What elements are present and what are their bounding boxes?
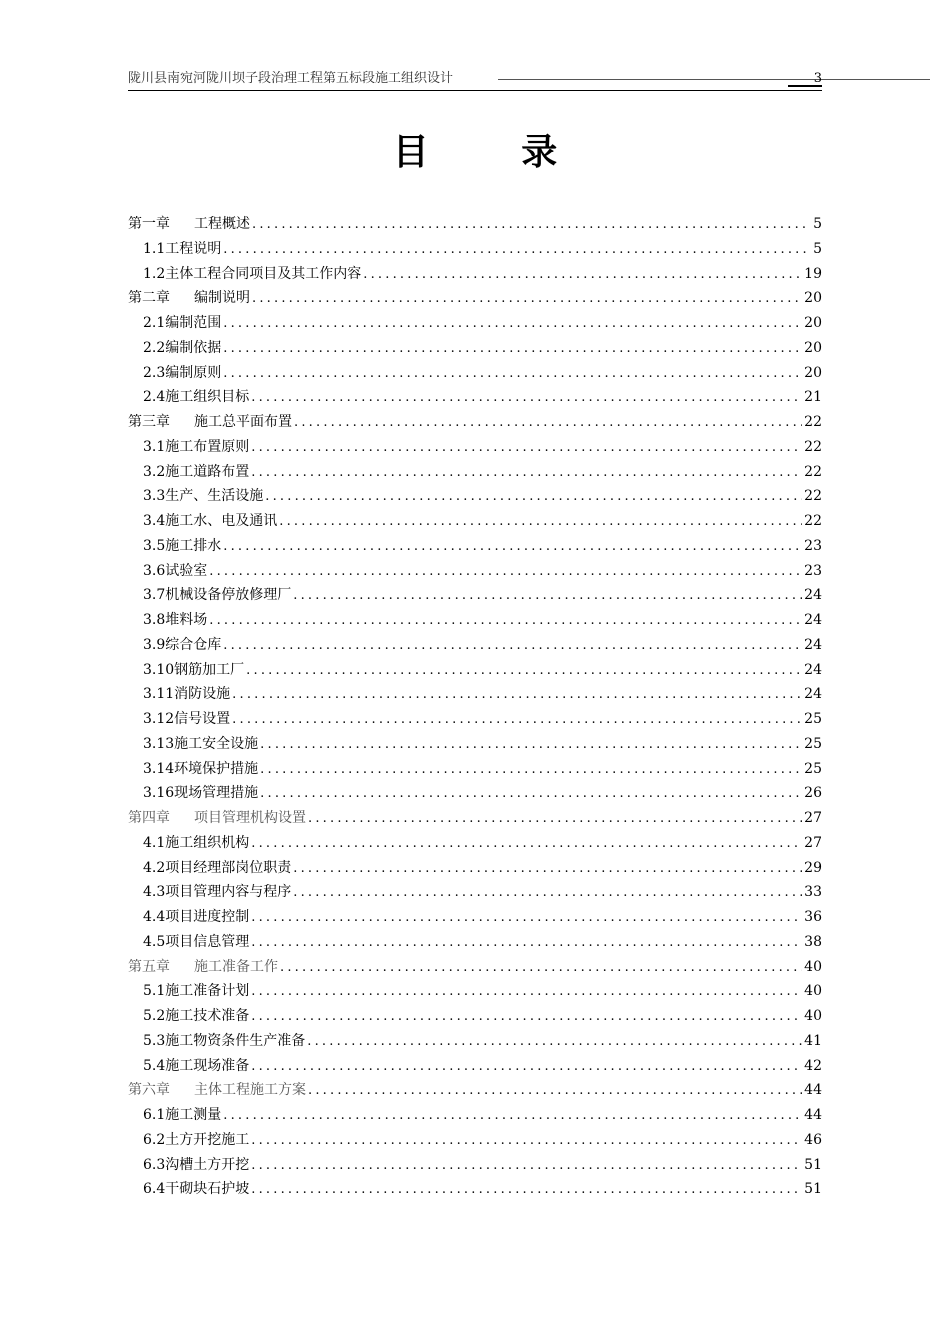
toc-entry-text: 施工准备计划	[165, 983, 250, 1000]
toc-entry-label	[143, 559, 207, 584]
toc-dot-leader	[223, 362, 802, 387]
toc-entry-number: 5.1	[143, 983, 166, 1000]
toc-page-number: 22	[804, 414, 822, 430]
toc-entry-label	[143, 1029, 305, 1054]
toc-entry-text: 编制说明	[194, 290, 250, 307]
toc-entry-label	[128, 806, 306, 831]
toc-entry-label	[143, 435, 249, 460]
toc-entry-text: 现场管理措施	[174, 785, 259, 802]
toc-dot-leader	[363, 263, 802, 288]
toc-entry-label	[143, 237, 221, 262]
toc-section-entry[interactable]	[128, 757, 822, 782]
toc-entry-number: 3.12	[143, 711, 175, 727]
toc-entry-number: 第五章	[128, 958, 170, 975]
toc-entry-label	[128, 955, 278, 980]
toc-section-entry[interactable]	[128, 484, 822, 509]
toc-chapter-entry[interactable]	[128, 806, 822, 831]
toc-entry-text: 施工道路布置	[165, 463, 250, 480]
toc-entry-number: 第六章	[128, 1082, 170, 1099]
toc-entry-label	[143, 905, 249, 930]
toc-entry-number: 3.5	[143, 537, 166, 554]
toc-dot-leader	[279, 510, 802, 535]
toc-section-entry[interactable]	[128, 559, 822, 584]
toc-section-entry[interactable]	[128, 262, 822, 287]
toc-entry-number: 2.1	[143, 315, 166, 331]
toc-entry-number: 3.11	[143, 686, 175, 703]
toc-dot-leader	[251, 1005, 802, 1030]
toc-dot-leader	[308, 1079, 802, 1104]
toc-entry-label	[143, 1153, 249, 1178]
toc-page-number: 27	[804, 810, 822, 826]
toc-entry-label	[143, 633, 221, 658]
toc-page-number: 24	[804, 612, 822, 628]
toc-dot-leader	[232, 708, 802, 733]
toc-entry-text: 施工现场准备	[165, 1057, 250, 1074]
toc-page-number: 20	[804, 339, 822, 356]
toc-entry-label	[143, 1128, 249, 1153]
toc-dot-leader	[265, 485, 802, 510]
toc-entry-label	[143, 707, 230, 732]
toc-dot-leader	[223, 312, 802, 337]
toc-entry-label	[143, 880, 291, 905]
page-title: 目 录	[392, 131, 598, 173]
toc-section-entry[interactable]	[128, 509, 822, 534]
header-dash-rule	[498, 79, 930, 80]
toc-entry-text: 项目进度控制	[165, 909, 250, 925]
toc-entry-number: 6.4	[143, 1181, 166, 1198]
toc-page-number: 24	[804, 661, 822, 678]
toc-dot-leader	[246, 659, 802, 684]
toc-dot-leader	[307, 1030, 802, 1055]
toc-dot-leader	[251, 906, 802, 931]
toc-section-entry[interactable]	[128, 979, 822, 1004]
toc-section-entry[interactable]	[128, 1054, 822, 1079]
toc-entry-number: 3.1	[143, 438, 166, 455]
toc-entry-number: 3.3	[143, 488, 166, 505]
toc-chapter-entry[interactable]	[128, 1078, 822, 1103]
toc-page-number: 42	[804, 1057, 822, 1074]
toc-dot-leader	[223, 634, 802, 659]
toc-section-entry[interactable]	[128, 361, 822, 386]
toc-entry-label	[143, 608, 207, 633]
toc-entry-text: 主体工程合同项目及其工作内容	[165, 265, 362, 282]
toc-dot-leader	[251, 386, 802, 411]
toc-dot-leader	[260, 782, 802, 807]
toc-page-number: 20	[804, 364, 822, 381]
toc-section-entry[interactable]	[128, 1004, 822, 1029]
toc-section-entry[interactable]	[128, 385, 822, 410]
toc-page-number: 22	[804, 438, 822, 455]
running-header	[128, 70, 822, 91]
toc-entry-label	[128, 212, 250, 237]
toc-dot-leader	[251, 832, 802, 857]
toc-entry-text: 施工准备工作	[194, 958, 278, 975]
toc-page-number: 40	[804, 983, 822, 1000]
toc-entry-text: 信号设置	[174, 711, 231, 727]
toc-dot-leader	[251, 1154, 802, 1179]
toc-dot-leader	[293, 584, 802, 609]
toc-page-number: 24	[804, 686, 822, 703]
toc-page-number: 51	[804, 1181, 822, 1198]
toc-entry-label	[143, 757, 258, 782]
toc-dot-leader	[232, 683, 802, 708]
toc-entry-text: 综合仓库	[165, 636, 222, 653]
toc-entry-label	[143, 1054, 249, 1079]
toc-entry-number: 3.9	[143, 636, 166, 653]
toc-chapter-entry[interactable]	[128, 212, 822, 237]
toc-entry-text: 施工组织目标	[165, 389, 250, 406]
toc-entry-text: 工程概述	[194, 216, 250, 232]
toc-page-number: 40	[804, 1008, 822, 1024]
toc-entry-label	[143, 1103, 221, 1128]
toc-entry-label	[143, 930, 249, 955]
toc-page-number: 21	[804, 389, 822, 406]
header-page-number: 3	[813, 71, 822, 86]
toc-section-entry[interactable]	[128, 311, 822, 336]
toc-section-entry[interactable]	[128, 460, 822, 485]
toc-entry-label	[143, 509, 277, 534]
toc-section-entry[interactable]	[128, 831, 822, 856]
toc-entry-number: 3.6	[143, 562, 166, 579]
table-of-contents	[128, 212, 822, 1202]
toc-entry-number: 3.7	[143, 587, 166, 604]
toc-entry-text: 施工总平面布置	[194, 414, 292, 430]
toc-page-number: 24	[804, 636, 822, 653]
toc-page-number: 33	[804, 884, 822, 901]
toc-dot-leader	[223, 238, 806, 263]
toc-section-entry[interactable]	[128, 930, 822, 955]
toc-entry-text: 生产、生活设施	[165, 488, 264, 505]
toc-page-number: 23	[804, 562, 822, 579]
header-title: 陇川县南宛河陇川坝子段治理工程第五标段施工组织设计	[128, 71, 454, 86]
toc-entry-number: 第三章	[128, 414, 170, 430]
toc-section-entry[interactable]	[128, 682, 822, 707]
toc-page-number: 5	[813, 216, 822, 232]
toc-entry-text: 项目管理内容与程序	[165, 884, 292, 901]
toc-entry-text: 编制依据	[165, 339, 222, 356]
toc-entry-text: 施工布置原则	[165, 438, 250, 455]
toc-page-number: 44	[804, 1107, 822, 1123]
toc-entry-label	[128, 410, 292, 435]
toc-dot-leader	[293, 881, 802, 906]
toc-section-entry[interactable]	[128, 336, 822, 361]
toc-dot-leader	[209, 560, 802, 585]
toc-entry-text: 试验室	[165, 562, 208, 579]
toc-dot-leader	[251, 1055, 802, 1080]
toc-entry-text: 钢筋加工厂	[174, 661, 245, 678]
toc-page-number: 23	[804, 537, 822, 554]
toc-section-entry[interactable]	[128, 781, 822, 806]
toc-entry-text: 干砌块石护坡	[165, 1181, 250, 1198]
toc-entry-number: 第四章	[128, 810, 170, 826]
toc-entry-label	[143, 311, 221, 336]
toc-entry-number: 4.5	[143, 933, 166, 950]
toc-entry-number: 6.1	[143, 1107, 166, 1123]
toc-entry-text: 堆料场	[165, 612, 208, 628]
toc-page-number: 25	[804, 760, 822, 777]
toc-dot-leader	[260, 733, 802, 758]
toc-entry-text: 施工水、电及通讯	[165, 513, 278, 529]
toc-entry-number: 2.2	[143, 339, 166, 356]
toc-page-number: 38	[804, 933, 822, 950]
toc-page-number: 5	[813, 240, 822, 257]
toc-page-number: 20	[804, 315, 822, 331]
toc-entry-number: 2.3	[143, 364, 166, 381]
toc-dot-leader	[294, 411, 802, 436]
toc-section-entry[interactable]	[128, 732, 822, 757]
toc-entry-text: 项目经理部岗位职责	[165, 859, 292, 876]
toc-entry-text: 土方开挖施工	[165, 1131, 250, 1148]
toc-page-number: 44	[804, 1082, 822, 1099]
toc-page-number: 19	[804, 265, 822, 282]
toc-entry-text: 施工安全设施	[174, 735, 259, 752]
toc-entry-label	[143, 781, 258, 806]
toc-entry-text: 沟槽土方开挖	[165, 1156, 250, 1173]
toc-entry-text: 施工技术准备	[165, 1008, 250, 1024]
toc-chapter-entry[interactable]	[128, 955, 822, 980]
toc-section-entry[interactable]	[128, 905, 822, 930]
toc-entry-number: 3.14	[143, 760, 175, 777]
toc-section-entry[interactable]	[128, 707, 822, 732]
toc-section-entry[interactable]	[128, 583, 822, 608]
toc-section-entry[interactable]	[128, 658, 822, 683]
toc-dot-leader	[251, 931, 802, 956]
toc-page-number: 25	[804, 711, 822, 727]
toc-page-number: 40	[804, 958, 822, 975]
toc-entry-text: 施工测量	[165, 1107, 222, 1123]
toc-dot-leader	[251, 461, 802, 486]
toc-entry-label	[143, 658, 244, 683]
toc-section-entry[interactable]	[128, 633, 822, 658]
toc-dot-leader	[223, 337, 802, 362]
toc-entry-label	[143, 732, 258, 757]
toc-section-entry[interactable]	[128, 608, 822, 633]
toc-section-entry[interactable]	[128, 1153, 822, 1178]
toc-entry-number: 第一章	[128, 216, 170, 232]
toc-chapter-entry[interactable]	[128, 410, 822, 435]
toc-entry-label	[143, 336, 221, 361]
toc-entry-text: 消防设施	[174, 686, 231, 703]
toc-entry-label	[143, 856, 291, 881]
toc-page-number: 22	[804, 513, 822, 529]
toc-page-number: 22	[804, 488, 822, 505]
toc-entry-text: 编制范围	[165, 315, 222, 331]
toc-entry-number: 6.3	[143, 1156, 166, 1173]
toc-dot-leader	[251, 980, 802, 1005]
toc-section-entry[interactable]	[128, 856, 822, 881]
toc-page-number: 29	[804, 859, 822, 876]
toc-page-number: 27	[804, 834, 822, 851]
toc-entry-label	[143, 1177, 249, 1202]
toc-dot-leader	[209, 609, 802, 634]
toc-entry-label	[143, 979, 249, 1004]
toc-entry-number: 5.3	[143, 1032, 166, 1049]
toc-entry-number: 4.3	[143, 884, 166, 901]
toc-entry-number: 6.2	[143, 1131, 166, 1148]
toc-entry-number: 3.2	[143, 463, 166, 480]
toc-section-entry[interactable]	[128, 534, 822, 559]
toc-dot-leader	[280, 956, 802, 981]
toc-entry-label	[143, 1004, 249, 1029]
toc-entry-number: 4.4	[143, 909, 166, 925]
toc-entry-text: 施工组织机构	[165, 834, 250, 851]
toc-entry-text: 项目信息管理	[165, 933, 250, 950]
toc-page-number: 46	[804, 1131, 822, 1148]
toc-section-entry[interactable]	[128, 1103, 822, 1128]
toc-entry-text: 施工物资条件生产准备	[165, 1032, 306, 1049]
toc-dot-leader	[252, 213, 806, 238]
toc-entry-label	[128, 286, 250, 311]
toc-entry-number: 3.8	[143, 612, 166, 628]
toc-page-number: 24	[804, 587, 822, 604]
toc-entry-number: 5.4	[143, 1057, 166, 1074]
toc-page-number: 36	[804, 909, 822, 925]
toc-dot-leader	[251, 436, 802, 461]
toc-page-number: 20	[804, 290, 822, 307]
toc-entry-number: 3.10	[143, 661, 175, 678]
toc-entry-text: 机械设备停放修理厂	[165, 587, 292, 604]
toc-entry-label	[143, 262, 361, 287]
toc-entry-text: 编制原则	[165, 364, 222, 381]
toc-page-number: 22	[804, 463, 822, 480]
toc-section-entry[interactable]	[128, 1128, 822, 1153]
toc-entry-label	[143, 682, 230, 707]
toc-entry-number: 3.13	[143, 735, 175, 752]
toc-entry-label	[143, 361, 221, 386]
toc-dot-leader	[308, 807, 802, 832]
toc-entry-number: 3.4	[143, 513, 166, 529]
toc-page-number: 51	[804, 1156, 822, 1173]
toc-dot-leader	[223, 1104, 802, 1129]
toc-entry-text: 工程说明	[165, 240, 222, 257]
toc-entry-number: 1.1	[143, 240, 166, 257]
toc-entry-text: 环境保护措施	[174, 760, 259, 777]
toc-entry-text: 施工排水	[165, 537, 222, 554]
toc-entry-label	[143, 484, 263, 509]
toc-section-entry[interactable]	[128, 1029, 822, 1054]
toc-dot-leader	[251, 1129, 802, 1154]
toc-dot-leader	[260, 758, 802, 783]
toc-entry-label	[143, 583, 291, 608]
toc-dot-leader	[293, 857, 802, 882]
toc-entry-label	[143, 385, 249, 410]
toc-page-number: 26	[804, 785, 822, 802]
toc-section-entry[interactable]	[128, 880, 822, 905]
toc-entry-number: 1.2	[143, 265, 166, 282]
toc-section-entry[interactable]	[128, 435, 822, 460]
toc-dot-leader	[252, 287, 802, 312]
toc-entry-number: 5.2	[143, 1008, 166, 1024]
toc-page-number: 25	[804, 735, 822, 752]
toc-entry-number: 2.4	[143, 389, 166, 406]
toc-entry-number: 4.2	[143, 859, 166, 876]
toc-entry-label	[143, 831, 249, 856]
toc-chapter-entry[interactable]	[128, 286, 822, 311]
toc-entry-text: 项目管理机构设置	[194, 810, 306, 826]
toc-page-number: 41	[804, 1032, 822, 1049]
toc-dot-leader	[223, 535, 802, 560]
toc-entry-label	[128, 1078, 306, 1103]
toc-entry-label	[143, 534, 221, 559]
toc-entry-number: 4.1	[143, 834, 166, 851]
toc-section-entry[interactable]	[128, 1177, 822, 1202]
header-page-underline	[788, 85, 822, 87]
toc-entry-label	[143, 460, 249, 485]
toc-entry-number: 第二章	[128, 290, 170, 307]
toc-section-entry[interactable]	[128, 237, 822, 262]
toc-entry-number: 3.16	[143, 785, 175, 802]
toc-dot-leader	[251, 1178, 802, 1203]
toc-entry-text: 主体工程施工方案	[194, 1082, 306, 1099]
